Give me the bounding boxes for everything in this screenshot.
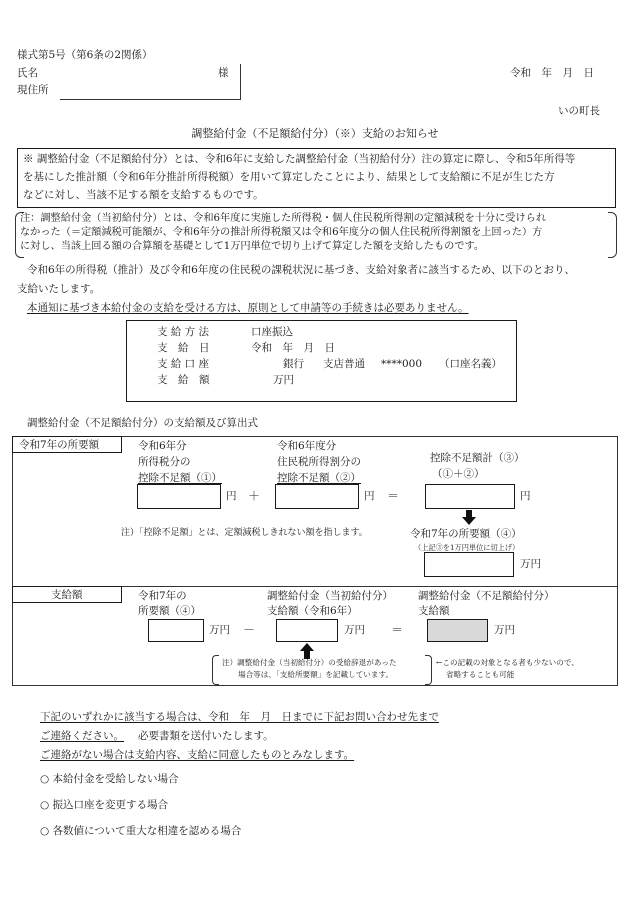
contact-line: 下記のいずれかに該当する場合は、令和 年 月 日までに下記お問い合わせ先まで <box>40 711 439 723</box>
unit-man: 万円 <box>494 624 515 636</box>
case-item: ○ 振込口座を変更する場合 <box>40 799 168 811</box>
section1-tab <box>12 436 122 453</box>
issue-date: 令和 年 月 日 <box>510 67 594 79</box>
col2-line: 控除不足額（②） <box>277 472 361 484</box>
unit-yen: 円 <box>364 490 375 502</box>
contact-line: 必要書類を送付いたします。 <box>138 730 274 742</box>
col3-line: 控除不足額計（③） <box>430 452 525 464</box>
account-number: ****000 <box>381 358 423 370</box>
contact-line: ご連絡がない場合は支給内容、支給に同意したものとみなします。 <box>40 749 355 761</box>
arrow-up-icon <box>300 643 314 659</box>
box-required-amount[interactable] <box>424 552 514 577</box>
equals-sign: ＝ <box>387 489 400 503</box>
unit-man: 万円 <box>209 624 230 636</box>
minus-sign: － <box>243 623 256 637</box>
chu-note-line: 注：調整給付金（当初給付分）とは、令和6年度に実施した所得税・個人住民税所得割の定額減税を十分に受けられ <box>20 213 547 224</box>
required-sub: （上記③を1万円単位に切上げ） <box>414 543 520 552</box>
case-item: ○ 本給付金を受給しない場合 <box>40 773 179 785</box>
box-deduction-1[interactable] <box>137 484 221 509</box>
s2-col3-line: 支給額 <box>418 605 450 617</box>
col3-line: （①＋②） <box>432 468 485 480</box>
bracket-right <box>425 655 432 685</box>
initial-note-line: 場合等は、「支給所要額」を記載しています。 <box>238 670 394 679</box>
method-value: 口座振込 <box>251 326 293 338</box>
account-holder: （口座名義） <box>439 358 502 370</box>
box-deduction-2[interactable] <box>275 484 359 509</box>
amount-unit: 万円 <box>273 374 294 386</box>
page-title: 調整給付金（不足額給付分）（※）支給のお知らせ <box>191 127 439 140</box>
col1-line: 令和6年分 <box>138 440 187 452</box>
address-label: 現住所 <box>17 84 49 96</box>
date-label: 支 給 日 <box>157 342 210 354</box>
side-note-line: ←この記載の対象となる者も少ないので、 <box>436 658 579 667</box>
deduction-note: 注）「控除不足額」とは、定額減税しきれない額を指します。 <box>121 528 368 538</box>
bracket-right <box>608 212 617 258</box>
initial-note-line: 注）調整給付金（当初給付分）の受給辞退があった <box>222 658 397 667</box>
col1-line: 所得税分の <box>138 456 191 468</box>
unit-man: 万円 <box>344 624 365 636</box>
unit-yen: 円 <box>520 490 531 502</box>
side-note-line: 省略することも可能 <box>446 670 515 679</box>
star-note-line: ※ 調整給付金（不足額給付分）とは、令和6年に支給した調整給付金（当初給付分）注の算定に際し、令和5年所得等 <box>23 153 576 165</box>
star-note-line: を基にした推計額（令和6年分推計所得税額）を用いて算定したことにより、結果として支給額に不足が生じた方 <box>23 171 555 183</box>
bracket-left <box>212 655 219 685</box>
arrow-down-icon <box>462 510 476 526</box>
unit-yen: 円 <box>226 490 237 502</box>
col2-line: 令和6年度分 <box>277 440 337 452</box>
s2-col2-line: 調整給付金（当初給付分） <box>267 590 393 602</box>
plus-sign: ＋ <box>248 489 261 503</box>
star-note-box <box>17 148 616 208</box>
unit-man: 万円 <box>520 558 541 570</box>
star-note-line: などに対し、当該不足する額を支給するものです。 <box>23 189 264 201</box>
section2-tab <box>12 586 122 603</box>
date-value: 令和 年 月 日 <box>251 342 335 354</box>
s2-col2-line: 支給額（令和6年） <box>267 605 358 617</box>
section2-label: 支給額 <box>51 589 83 601</box>
account-bank: 銀行 <box>283 358 304 370</box>
chu-note-line: に対し、当該上回る額の合算額を基礎として1万円単位で切り上げて算定した額を支給したものです。 <box>20 241 485 252</box>
chu-note-line: なかった（＝定額減税可能額が、令和6年分の推計所得税額又は令和6年度分の個人住民税所得割額を上回った）方 <box>20 227 543 238</box>
sama-label: 様 <box>218 67 229 79</box>
s2-col1-line: 所要額（④） <box>138 605 201 617</box>
payment-info-box <box>126 320 517 402</box>
account-label: 支 給 口 座 <box>157 358 210 370</box>
box-s2-required[interactable] <box>148 619 204 642</box>
col1-line: 控除不足額（①） <box>138 472 222 484</box>
no-application-notice: 本通知に基づき本給付金の支給を受ける方は、原則として申請等の手続きは必要ありません。 <box>27 302 469 314</box>
header-divider <box>240 64 241 99</box>
contact-line: ご連絡ください。 <box>40 730 124 742</box>
method-label: 支 給 方 法 <box>157 326 210 338</box>
col2-line: 住民税所得割分の <box>277 456 361 468</box>
calc-title: 調整給付金（不足額給付分）の支給額及び算出式 <box>27 417 258 429</box>
box-s2-payment[interactable] <box>427 619 488 642</box>
intro-line: 令和6年の所得税（推計）及び令和6年度の住民税の課税状況に基づき、支給対象者に該当するため、以下のとおり、 <box>27 264 576 276</box>
box-deduction-total[interactable] <box>425 484 515 509</box>
s2-col3-line: 調整給付金（不足額給付分） <box>418 590 555 602</box>
account-branch: 支店普通 <box>323 358 365 370</box>
case-item: ○ 各数値について重大な相違を認める場合 <box>40 825 242 837</box>
intro-line: 支給いたします。 <box>17 283 101 295</box>
form-number: 様式第5号（第6条の2関係） <box>17 49 153 61</box>
section1-label: 令和7年の所要額 <box>19 439 100 451</box>
address-underline <box>60 99 241 100</box>
equals-sign: ＝ <box>391 623 404 637</box>
amount-label: 支 給 額 <box>157 374 210 386</box>
s2-col1-line: 令和7年の <box>138 590 187 602</box>
required-label: 令和7年の所要額（④） <box>410 528 522 540</box>
box-s2-initial[interactable] <box>276 619 338 642</box>
name-label: 氏名 <box>17 67 38 79</box>
issuer: いの町長 <box>558 105 600 117</box>
